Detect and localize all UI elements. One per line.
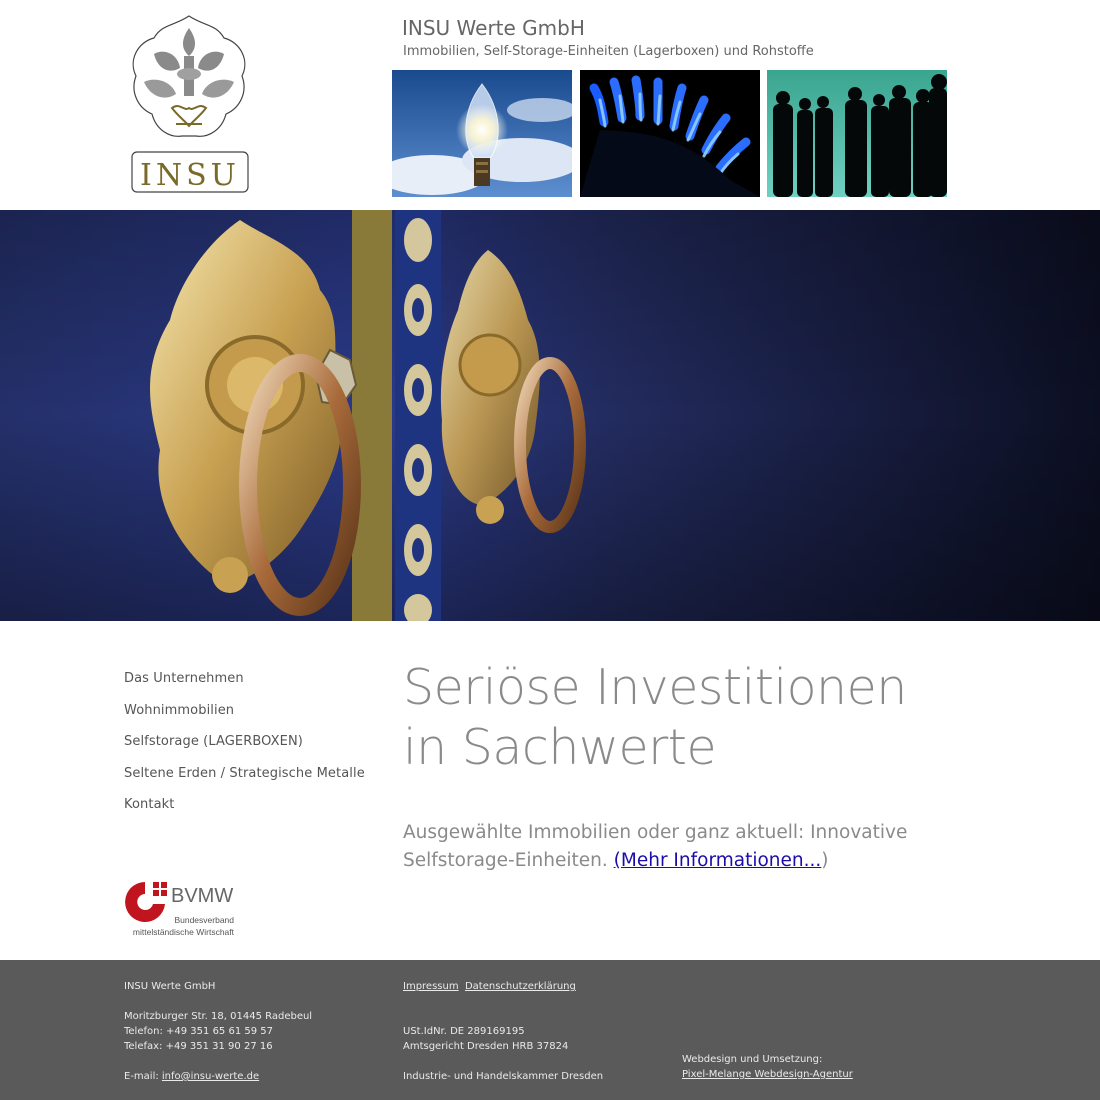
bvmw-logo[interactable]	[123, 878, 241, 940]
footer-legal	[403, 979, 603, 1084]
thumbnail-people-silhouettes	[767, 70, 947, 197]
nav-item-unternehmen	[124, 667, 365, 699]
datenschutz-link[interactable]: Datenschutzerklärung	[464, 981, 576, 992]
nav-item-seltene-erden	[124, 762, 365, 794]
footer-address: Moritzburger Str. 18, 01445 Radebeul	[124, 1011, 313, 1022]
footer-fax: Telefax: +49 351 31 90 27 16	[124, 1041, 273, 1052]
footer-webdesign-label: Webdesign und Umsetzung:	[682, 1054, 823, 1065]
intro-text: Ausgewählte Immobilien oder ganz aktuell: Innovative Selfstorage-Einheiten.	[403, 822, 908, 871]
headline-line-1: Seriöse Investitionen	[403, 659, 907, 716]
intro-close-paren: )	[821, 850, 829, 871]
hero-image-door-knockers	[0, 210, 1100, 621]
footer-court: Amtsgericht Dresden HRB 37824	[403, 1041, 569, 1052]
logo-text: INSU	[140, 158, 240, 193]
main-navigation	[124, 667, 365, 825]
impressum-link[interactable]: Impressum	[403, 981, 459, 992]
nav-link-kontakt[interactable]: Kontakt	[124, 797, 175, 813]
nav-link-unternehmen[interactable]: Das Unternehmen	[124, 671, 244, 686]
insu-logo[interactable]	[124, 12, 254, 196]
footer-ustid: USt.IdNr. DE 289169195	[403, 1026, 525, 1037]
footer-email-row	[124, 1069, 312, 1084]
footer-email-link[interactable]: info@insu-werte.de	[161, 1071, 260, 1082]
company-tagline: Immobilien, Self-Storage-Einheiten (Lagerboxen) und Rohstoffe	[403, 44, 814, 59]
intro-paragraph	[403, 819, 923, 875]
footer-credits	[682, 1052, 853, 1082]
footer-email-label: E-mail:	[124, 1071, 162, 1082]
bvmw-name: BVMW	[171, 885, 234, 907]
nav-item-selfstorage	[124, 730, 365, 762]
footer-phone: Telefon: +49 351 65 61 59 57	[124, 1026, 273, 1037]
footer-company: INSU Werte GmbH	[124, 981, 216, 992]
footer-legal-links	[403, 979, 603, 994]
nav-link-selfstorage[interactable]: Selfstorage (LAGERBOXEN)	[124, 734, 303, 750]
nav-item-kontakt	[124, 793, 365, 825]
footer-contact	[124, 979, 312, 1084]
nav-link-wohnimmobilien[interactable]: Wohnimmobilien	[124, 702, 235, 718]
nav-link-seltene-erden[interactable]: Seltene Erden / Strategische Metalle	[124, 765, 365, 781]
headline-line-2: in Sachwerte	[403, 719, 717, 776]
thumbnail-gas-flame	[580, 70, 760, 197]
company-title: INSU Werte GmbH	[402, 16, 585, 40]
thumbnail-light-bulb	[392, 70, 572, 197]
more-info-link[interactable]: (Mehr Informationen...	[613, 850, 822, 871]
footer	[0, 960, 1100, 1100]
footer-chamber: Industrie- und Handelskammer Dresden	[403, 1071, 604, 1082]
nav-item-wohnimmobilien	[124, 699, 365, 731]
bvmw-line2: mittelständische Wirtschaft	[132, 927, 234, 937]
main-headline	[403, 658, 1003, 778]
bvmw-line1: Bundesverband	[174, 915, 234, 925]
agency-link[interactable]: Pixel-Melange Webdesign-Agentur	[682, 1069, 853, 1080]
